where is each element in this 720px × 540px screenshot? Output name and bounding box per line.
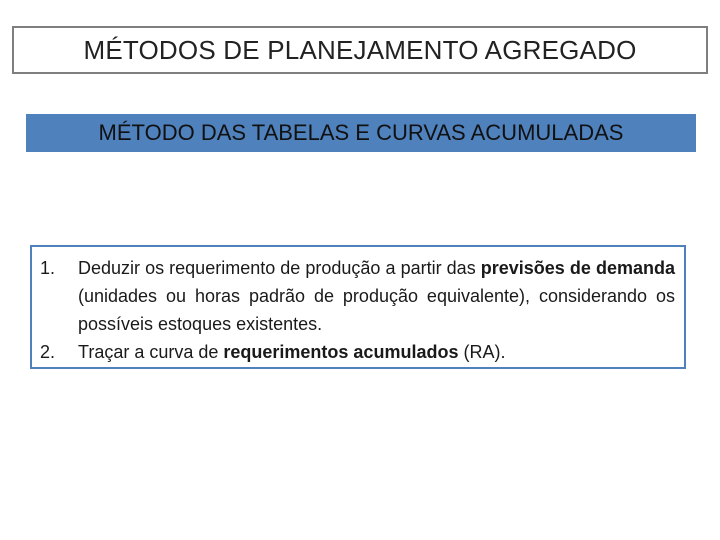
step-text: (RA).	[458, 342, 506, 362]
step-text: (unidades ou horas padrão de produção equivalente), considerando os possíveis estoques existentes.	[78, 286, 675, 334]
step-text: Deduzir os requerimento de produção a partir das	[78, 258, 481, 278]
list-item-text	[78, 254, 675, 338]
step-text: Traçar a curva de	[78, 342, 224, 362]
section-header: MÉTODO DAS TABELAS E CURVAS ACUMULADAS	[26, 114, 696, 152]
list-item	[40, 254, 675, 338]
list-item-number: 2.	[40, 342, 56, 362]
step-emphasis: requerimentos acumulados	[223, 342, 459, 362]
steps-list	[40, 254, 675, 366]
list-item	[40, 338, 675, 366]
list-item-text	[78, 338, 675, 366]
step-emphasis: previsões de demanda	[480, 258, 675, 278]
steps-box	[30, 245, 686, 369]
list-item-number: 1.	[40, 258, 56, 278]
slide-title: MÉTODOS DE PLANEJAMENTO AGREGADO	[12, 26, 708, 74]
